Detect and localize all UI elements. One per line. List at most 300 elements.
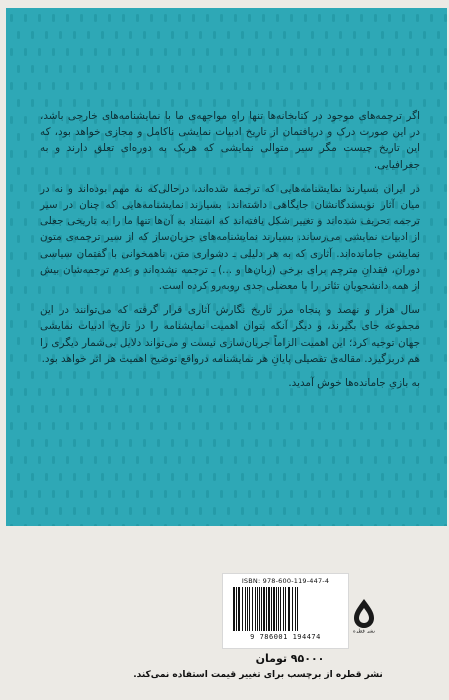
- pattern-dash: [339, 507, 342, 515]
- pattern-dash: [73, 65, 76, 73]
- pattern-dash: [136, 48, 139, 56]
- pattern-dash: [87, 65, 90, 73]
- pattern-dash: [38, 422, 41, 430]
- pattern-dash: [409, 31, 412, 39]
- pattern-dash: [367, 99, 370, 107]
- pattern-dash: [10, 82, 13, 90]
- pattern-dash: [402, 48, 405, 56]
- pattern-dash: [269, 65, 272, 73]
- price-sticker-note: نشر قطره از برچسب برای تغییر قیمت استفاده نمی‌کند.: [133, 670, 383, 680]
- pattern-dash: [157, 473, 160, 481]
- pattern-dash: [395, 31, 398, 39]
- pattern-dash: [437, 99, 440, 107]
- pattern-dash: [17, 235, 20, 243]
- pattern-dash: [374, 14, 377, 22]
- pattern-dash: [269, 439, 272, 447]
- pattern-dash: [332, 82, 335, 90]
- isbn-text: ISBN: 978-600-119-447-4: [241, 577, 330, 585]
- pattern-dash: [31, 31, 34, 39]
- barcode-bar: [280, 587, 281, 631]
- pattern-dash: [283, 439, 286, 447]
- barcode-bar: [276, 587, 277, 631]
- pattern-dash: [31, 201, 34, 209]
- pattern-dash: [213, 439, 216, 447]
- pattern-dash: [199, 507, 202, 515]
- pattern-dash: [283, 99, 286, 107]
- barcode-bar: [295, 587, 296, 631]
- pattern-dash: [17, 337, 20, 345]
- barcode-bar: [259, 587, 260, 631]
- pattern-dash: [430, 388, 433, 396]
- pattern-dash: [269, 473, 272, 481]
- pattern-dash: [66, 48, 69, 56]
- barcode-bar: [297, 587, 298, 631]
- pattern-dash: [31, 473, 34, 481]
- pattern-dash: [17, 31, 20, 39]
- pattern-dash: [360, 524, 363, 526]
- pattern-dash: [416, 48, 419, 56]
- blurb-paragraph-4: به بازیِ جامانده‌ها خوش آمدید.: [288, 377, 420, 390]
- pattern-dash: [108, 456, 111, 464]
- pattern-dash: [59, 439, 62, 447]
- barcode-bar: [268, 587, 270, 631]
- pattern-dash: [276, 490, 279, 498]
- pattern-dash: [192, 422, 195, 430]
- pattern-dash: [122, 456, 125, 464]
- pattern-dash: [430, 456, 433, 464]
- pattern-dash: [430, 320, 433, 328]
- pattern-dash: [178, 490, 181, 498]
- pattern-dash: [444, 320, 447, 328]
- pattern-dash: [192, 14, 195, 22]
- pattern-dash: [353, 31, 356, 39]
- pattern-dash: [101, 31, 104, 39]
- pattern-dash: [353, 473, 356, 481]
- pattern-dash: [24, 82, 27, 90]
- pattern-dash: [150, 490, 153, 498]
- barcode-bar: [249, 587, 250, 631]
- pattern-dash: [416, 422, 419, 430]
- pattern-dash: [381, 405, 384, 413]
- pattern-dash: [381, 473, 384, 481]
- pattern-dash: [374, 48, 377, 56]
- pattern-dash: [52, 490, 55, 498]
- pattern-dash: [129, 65, 132, 73]
- pattern-dash: [185, 507, 188, 515]
- pattern-dash: [416, 14, 419, 22]
- pattern-dash: [381, 507, 384, 515]
- pattern-dash: [136, 82, 139, 90]
- pattern-dash: [94, 524, 97, 526]
- pattern-dash: [87, 31, 90, 39]
- pattern-dash: [59, 31, 62, 39]
- pattern-dash: [150, 456, 153, 464]
- pattern-dash: [423, 269, 426, 277]
- pattern-dash: [444, 82, 447, 90]
- pattern-dash: [10, 286, 13, 294]
- pattern-dash: [430, 422, 433, 430]
- pattern-dash: [227, 31, 230, 39]
- pattern-dash: [430, 490, 433, 498]
- pattern-dash: [115, 65, 118, 73]
- pattern-dash: [297, 99, 300, 107]
- pattern-dash: [276, 48, 279, 56]
- pattern-dash: [24, 150, 27, 158]
- pattern-dash: [423, 507, 426, 515]
- pattern-dash: [423, 371, 426, 379]
- pattern-dash: [311, 473, 314, 481]
- pattern-dash: [213, 65, 216, 73]
- pattern-dash: [66, 456, 69, 464]
- pattern-dash: [52, 14, 55, 22]
- pattern-dash: [213, 473, 216, 481]
- pattern-dash: [143, 439, 146, 447]
- pattern-dash: [325, 65, 328, 73]
- pattern-dash: [374, 524, 377, 526]
- pattern-dash: [164, 14, 167, 22]
- pattern-dash: [157, 507, 160, 515]
- pattern-dash: [339, 99, 342, 107]
- pattern-dash: [290, 82, 293, 90]
- pattern-dash: [80, 456, 83, 464]
- pattern-dash: [80, 490, 83, 498]
- pattern-dash: [87, 473, 90, 481]
- pattern-dash: [402, 524, 405, 526]
- pattern-dash: [290, 422, 293, 430]
- pattern-dash: [31, 269, 34, 277]
- pattern-dash: [339, 473, 342, 481]
- pattern-dash: [17, 269, 20, 277]
- pattern-dash: [304, 490, 307, 498]
- pattern-dash: [171, 31, 174, 39]
- pattern-dash: [24, 252, 27, 260]
- pattern-dash: [199, 31, 202, 39]
- pattern-dash: [164, 422, 167, 430]
- pattern-dash: [395, 507, 398, 515]
- pattern-dash: [269, 31, 272, 39]
- pattern-dash: [255, 507, 258, 515]
- pattern-dash: [234, 524, 237, 526]
- pattern-dash: [171, 99, 174, 107]
- pattern-dash: [269, 507, 272, 515]
- pattern-dash: [45, 31, 48, 39]
- pattern-dash: [171, 473, 174, 481]
- pattern-dash: [150, 48, 153, 56]
- pattern-dash: [73, 31, 76, 39]
- pattern-dash: [304, 524, 307, 526]
- pattern-dash: [318, 490, 321, 498]
- pattern-dash: [136, 422, 139, 430]
- pattern-dash: [248, 524, 251, 526]
- pattern-dash: [374, 422, 377, 430]
- pattern-dash: [164, 456, 167, 464]
- pattern-dash: [24, 48, 27, 56]
- pattern-dash: [157, 439, 160, 447]
- pattern-dash: [241, 439, 244, 447]
- blurb-paragraph-3: سال هزار و نهصد و پنجاه مرز تاریخ نگارش آثاری قرار گرفته که می‌توانند در این مجموعه جای بگیرند، و دیگر آنکه بتوان اهمیت نمایشنامه را در تاریخ ادبیات نمایشی جهان توجیه کرد؛ این اهمیت الزاماً جریان‌سازی نیست و می‌تواند دلایل بی‌شمار دیگری را هم دربرگیرد. مقاله‌ی تفصیلی پایانِ هر نمایشنامه درواقع توضیح اهمیت هر اثر خواهد بود.: [40, 304, 420, 365]
- pattern-dash: [10, 218, 13, 226]
- pattern-dash: [374, 456, 377, 464]
- pattern-dash: [367, 65, 370, 73]
- barcode-bar: [266, 587, 267, 631]
- pattern-dash: [346, 490, 349, 498]
- pattern-dash: [437, 133, 440, 141]
- pattern-dash: [178, 524, 181, 526]
- pattern-dash: [444, 116, 447, 124]
- pattern-dash: [31, 133, 34, 141]
- pattern-dash: [304, 422, 307, 430]
- pattern-dash: [339, 405, 342, 413]
- pattern-dash: [80, 14, 83, 22]
- pattern-dash: [10, 490, 13, 498]
- pattern-dash: [87, 99, 90, 107]
- barcode-bar: [238, 587, 240, 631]
- publisher-logo-icon: [350, 597, 378, 633]
- pattern-dash: [17, 473, 20, 481]
- pattern-dash: [444, 218, 447, 226]
- pattern-dash: [276, 456, 279, 464]
- pattern-dash: [311, 99, 314, 107]
- pattern-dash: [10, 184, 13, 192]
- pattern-dash: [241, 405, 244, 413]
- pattern-dash: [87, 439, 90, 447]
- pattern-dash: [185, 473, 188, 481]
- pattern-dash: [444, 422, 447, 430]
- pattern-dash: [234, 14, 237, 22]
- pattern-dash: [17, 303, 20, 311]
- pattern-dash: [122, 490, 125, 498]
- pattern-dash: [402, 490, 405, 498]
- pattern-dash: [24, 388, 27, 396]
- pattern-dash: [444, 456, 447, 464]
- pattern-dash: [381, 65, 384, 73]
- pattern-dash: [367, 507, 370, 515]
- pattern-dash: [206, 422, 209, 430]
- pattern-dash: [227, 99, 230, 107]
- pattern-dash: [94, 422, 97, 430]
- pattern-dash: [17, 99, 20, 107]
- pattern-dash: [17, 371, 20, 379]
- pattern-dash: [31, 337, 34, 345]
- pattern-dash: [10, 14, 13, 22]
- pattern-dash: [381, 99, 384, 107]
- pattern-dash: [388, 82, 391, 90]
- pattern-dash: [332, 490, 335, 498]
- pattern-dash: [59, 473, 62, 481]
- pattern-dash: [38, 48, 41, 56]
- pattern-dash: [311, 65, 314, 73]
- pattern-dash: [10, 252, 13, 260]
- pattern-dash: [318, 82, 321, 90]
- pattern-dash: [297, 473, 300, 481]
- pattern-dash: [325, 99, 328, 107]
- pattern-dash: [248, 490, 251, 498]
- pattern-dash: [332, 524, 335, 526]
- pattern-dash: [430, 14, 433, 22]
- barcode-bar: [236, 587, 237, 631]
- pattern-dash: [122, 82, 125, 90]
- pattern-dash: [45, 405, 48, 413]
- pattern-dash: [178, 48, 181, 56]
- pattern-dash: [248, 456, 251, 464]
- pattern-dash: [220, 456, 223, 464]
- pattern-dash: [332, 48, 335, 56]
- pattern-dash: [31, 235, 34, 243]
- pattern-dash: [45, 473, 48, 481]
- barcode-bar: [257, 587, 258, 631]
- pattern-dash: [297, 405, 300, 413]
- pattern-dash: [45, 65, 48, 73]
- barcode-digits: 9 786001 194474: [250, 633, 321, 641]
- pattern-dash: [339, 65, 342, 73]
- pattern-dash: [150, 14, 153, 22]
- pattern-dash: [423, 201, 426, 209]
- pattern-dash: [395, 405, 398, 413]
- pattern-dash: [227, 65, 230, 73]
- pattern-dash: [192, 524, 195, 526]
- pattern-dash: [290, 48, 293, 56]
- pattern-dash: [213, 405, 216, 413]
- pattern-dash: [304, 456, 307, 464]
- pattern-dash: [423, 99, 426, 107]
- pattern-dash: [430, 286, 433, 294]
- pattern-dash: [59, 507, 62, 515]
- pattern-dash: [220, 48, 223, 56]
- pattern-dash: [388, 14, 391, 22]
- pattern-dash: [66, 14, 69, 22]
- pattern-dash: [164, 524, 167, 526]
- pattern-dash: [150, 524, 153, 526]
- pattern-dash: [325, 405, 328, 413]
- pattern-dash: [206, 456, 209, 464]
- pattern-dash: [430, 48, 433, 56]
- pattern-dash: [423, 167, 426, 175]
- pattern-dash: [346, 14, 349, 22]
- pattern-dash: [402, 422, 405, 430]
- pattern-dash: [430, 82, 433, 90]
- pattern-dash: [360, 422, 363, 430]
- barcode-bars: [231, 587, 341, 631]
- pattern-dash: [45, 507, 48, 515]
- pattern-dash: [206, 490, 209, 498]
- pattern-dash: [367, 31, 370, 39]
- pattern-dash: [94, 456, 97, 464]
- price-label: ۹۵۰۰۰ تومان: [255, 652, 325, 665]
- pattern-dash: [416, 82, 419, 90]
- pattern-dash: [66, 422, 69, 430]
- pattern-dash: [325, 473, 328, 481]
- pattern-dash: [437, 65, 440, 73]
- pattern-dash: [409, 405, 412, 413]
- pattern-dash: [129, 507, 132, 515]
- pattern-dash: [129, 439, 132, 447]
- pattern-dash: [73, 507, 76, 515]
- pattern-dash: [339, 31, 342, 39]
- pattern-dash: [255, 473, 258, 481]
- pattern-dash: [311, 439, 314, 447]
- pattern-dash: [157, 99, 160, 107]
- pattern-dash: [164, 48, 167, 56]
- pattern-dash: [171, 439, 174, 447]
- pattern-dash: [185, 99, 188, 107]
- pattern-dash: [38, 82, 41, 90]
- pattern-dash: [206, 14, 209, 22]
- pattern-dash: [17, 201, 20, 209]
- pattern-dash: [241, 65, 244, 73]
- pattern-dash: [192, 82, 195, 90]
- pattern-dash: [73, 439, 76, 447]
- pattern-dash: [423, 303, 426, 311]
- pattern-dash: [220, 82, 223, 90]
- pattern-dash: [262, 456, 265, 464]
- pattern-dash: [115, 405, 118, 413]
- pattern-dash: [304, 82, 307, 90]
- pattern-dash: [318, 14, 321, 22]
- pattern-dash: [360, 456, 363, 464]
- pattern-dash: [171, 405, 174, 413]
- pattern-dash: [234, 456, 237, 464]
- pattern-dash: [115, 507, 118, 515]
- blurb-text: [40, 108, 420, 391]
- pattern-dash: [178, 422, 181, 430]
- pattern-dash: [38, 490, 41, 498]
- pattern-dash: [10, 524, 13, 526]
- pattern-dash: [381, 31, 384, 39]
- pattern-dash: [150, 82, 153, 90]
- pattern-dash: [171, 507, 174, 515]
- pattern-dash: [206, 82, 209, 90]
- pattern-dash: [185, 439, 188, 447]
- pattern-dash: [437, 31, 440, 39]
- pattern-dash: [437, 167, 440, 175]
- pattern-dash: [192, 456, 195, 464]
- pattern-dash: [10, 150, 13, 158]
- pattern-dash: [150, 422, 153, 430]
- pattern-dash: [255, 405, 258, 413]
- pattern-dash: [31, 65, 34, 73]
- pattern-dash: [94, 490, 97, 498]
- pattern-dash: [17, 405, 20, 413]
- pattern-dash: [199, 99, 202, 107]
- pattern-dash: [108, 48, 111, 56]
- barcode-bar: [271, 587, 272, 631]
- pattern-dash: [276, 422, 279, 430]
- pattern-dash: [311, 507, 314, 515]
- pattern-dash: [374, 82, 377, 90]
- pattern-dash: [360, 48, 363, 56]
- pattern-dash: [304, 48, 307, 56]
- pattern-dash: [262, 82, 265, 90]
- pattern-dash: [325, 31, 328, 39]
- pattern-dash: [423, 439, 426, 447]
- pattern-dash: [157, 405, 160, 413]
- pattern-dash: [66, 490, 69, 498]
- pattern-dash: [318, 456, 321, 464]
- pattern-dash: [108, 82, 111, 90]
- pattern-dash: [17, 167, 20, 175]
- pattern-dash: [395, 65, 398, 73]
- pattern-dash: [423, 65, 426, 73]
- pattern-dash: [290, 490, 293, 498]
- pattern-dash: [423, 473, 426, 481]
- pattern-dash: [367, 439, 370, 447]
- pattern-dash: [24, 286, 27, 294]
- pattern-dash: [353, 439, 356, 447]
- pattern-dash: [444, 286, 447, 294]
- pattern-dash: [38, 14, 41, 22]
- pattern-dash: [31, 507, 34, 515]
- pattern-dash: [24, 354, 27, 362]
